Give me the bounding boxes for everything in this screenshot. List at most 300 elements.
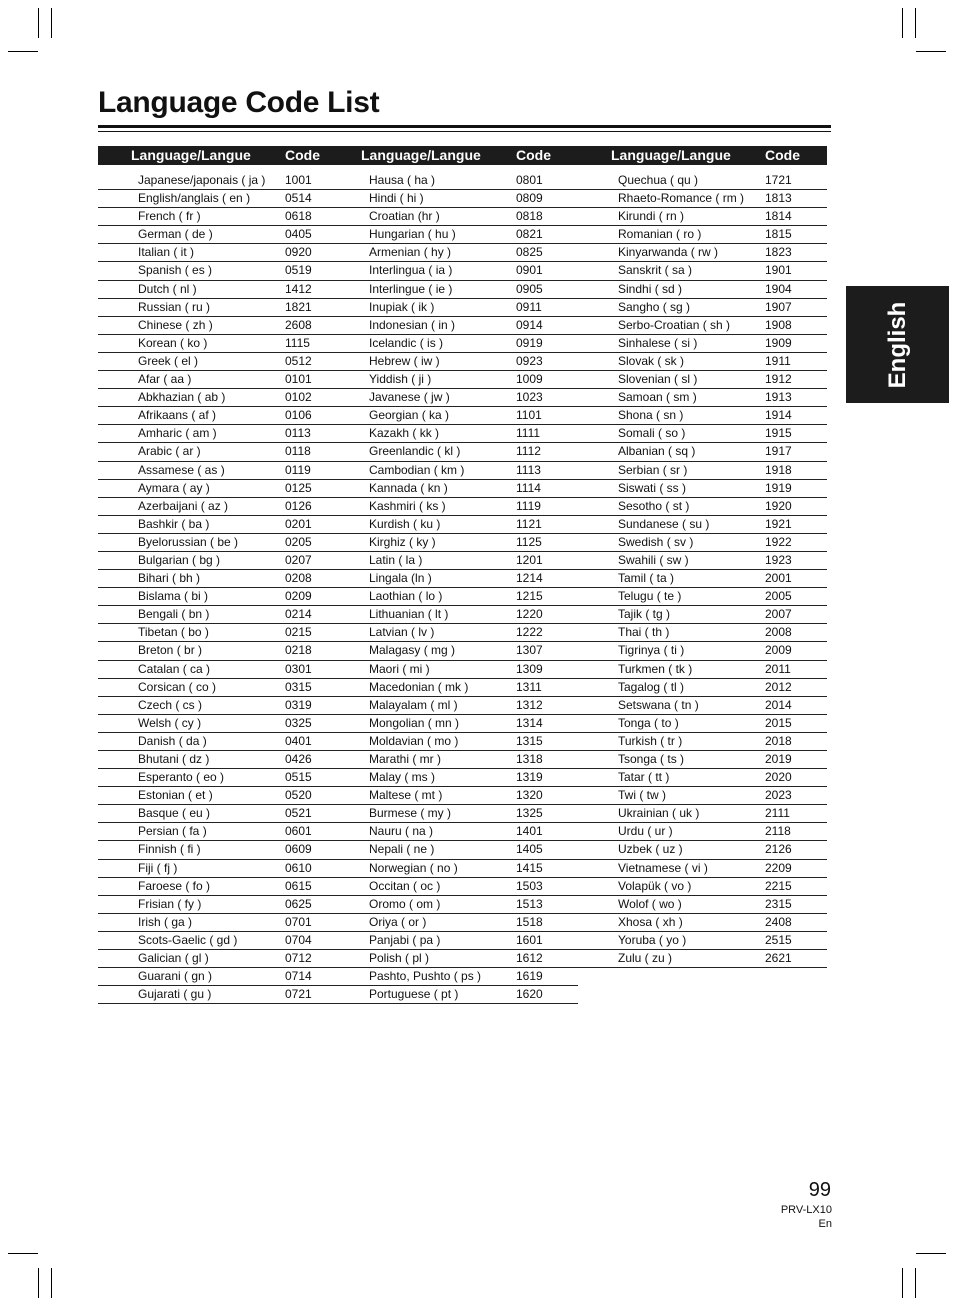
table-row bbox=[328, 353, 578, 371]
language-name: Nepali ( ne ) bbox=[369, 842, 435, 857]
table-row bbox=[578, 516, 827, 534]
language-code-value: 2126 bbox=[765, 842, 792, 857]
language-name: Indonesian ( in ) bbox=[369, 317, 456, 332]
table-row bbox=[328, 841, 578, 859]
language-code-value: 1314 bbox=[516, 715, 543, 730]
language-name: Cambodian ( km ) bbox=[369, 462, 465, 477]
language-code-value: 0821 bbox=[516, 227, 543, 242]
table-row bbox=[328, 299, 578, 317]
language-name: Kirghiz ( ky ) bbox=[369, 534, 436, 549]
language-name: Uzbek ( uz ) bbox=[618, 842, 683, 857]
table-row bbox=[98, 751, 328, 769]
table-row bbox=[98, 299, 328, 317]
language-code-value: 0301 bbox=[285, 661, 312, 676]
language-code-value: 1023 bbox=[516, 390, 543, 405]
table-row bbox=[578, 317, 827, 335]
crop-mark bbox=[916, 51, 946, 52]
language-name: Afar ( aa ) bbox=[138, 372, 192, 387]
table-row bbox=[98, 317, 328, 335]
language-name: Corsican ( co ) bbox=[138, 679, 217, 694]
language-code-value: 1325 bbox=[516, 806, 543, 821]
table-row bbox=[578, 226, 827, 244]
language-name: Twi ( tw ) bbox=[618, 788, 666, 803]
language-code-value: 1412 bbox=[285, 281, 312, 296]
language-code-value: 0914 bbox=[516, 317, 543, 332]
language-code-value: 0201 bbox=[285, 516, 312, 531]
language-name: Turkish ( tr ) bbox=[618, 733, 683, 748]
language-code-value: 2005 bbox=[765, 589, 792, 604]
language-name: Ukrainian ( uk ) bbox=[618, 806, 700, 821]
language-code-value: 0113 bbox=[285, 426, 311, 441]
table-row bbox=[328, 462, 578, 480]
language-code-value: 1922 bbox=[765, 534, 792, 549]
table-row bbox=[328, 787, 578, 805]
crop-mark bbox=[38, 8, 39, 38]
language-name: Welsh ( cy ) bbox=[138, 715, 202, 730]
language-name: Vietnamese ( vi ) bbox=[618, 860, 708, 875]
table-row bbox=[328, 896, 578, 914]
language-name: Bulgarian ( bg ) bbox=[138, 552, 221, 567]
table-row bbox=[98, 190, 328, 208]
language-name: Galician ( gl ) bbox=[138, 951, 209, 966]
table-row bbox=[328, 281, 578, 299]
language-name: Sesotho ( st ) bbox=[618, 498, 690, 513]
model-name: PRV-LX10 bbox=[780, 1204, 832, 1216]
language-code: En bbox=[818, 1218, 832, 1230]
table-row bbox=[98, 498, 328, 516]
language-name: Portuguese ( pt ) bbox=[369, 987, 459, 1002]
table-row bbox=[328, 407, 578, 425]
table-row bbox=[98, 769, 328, 787]
header-code-3: Code bbox=[765, 147, 800, 163]
table-row bbox=[98, 679, 328, 697]
language-code-value: 1220 bbox=[516, 607, 543, 622]
language-code-value: 0520 bbox=[285, 788, 312, 803]
language-name: Persian ( fa ) bbox=[138, 824, 207, 839]
language-code-value: 1114 bbox=[516, 480, 541, 495]
language-code-value: 0319 bbox=[285, 697, 312, 712]
language-name: Swahili ( sw ) bbox=[618, 552, 689, 567]
model-info bbox=[781, 1203, 832, 1231]
language-name: Yoruba ( yo ) bbox=[618, 932, 687, 947]
table-row bbox=[98, 281, 328, 299]
language-code-value: 0426 bbox=[285, 752, 312, 766]
language-code-value: 1405 bbox=[516, 842, 543, 857]
table-row bbox=[98, 588, 328, 606]
language-name: Catalan ( ca ) bbox=[138, 661, 211, 676]
language-code-value: 1222 bbox=[516, 625, 543, 640]
language-code-value: 0519 bbox=[285, 263, 312, 278]
side-tab-label: English bbox=[883, 301, 911, 388]
page-number: 99 bbox=[808, 1179, 831, 1201]
table-row bbox=[98, 932, 328, 950]
table-row bbox=[578, 642, 827, 660]
table-row bbox=[578, 679, 827, 697]
table-row bbox=[98, 425, 328, 443]
crop-mark bbox=[8, 1253, 38, 1254]
language-name: Turkmen ( tk ) bbox=[618, 661, 693, 676]
table-row bbox=[328, 480, 578, 498]
table-row bbox=[328, 606, 578, 624]
table-row bbox=[578, 751, 827, 769]
language-name: Albanian ( sq ) bbox=[618, 444, 696, 459]
language-name: Guarani ( gn ) bbox=[138, 969, 213, 984]
language-code-value: 0521 bbox=[285, 806, 312, 821]
language-name: Samoan ( sm ) bbox=[618, 390, 697, 405]
table-row bbox=[328, 425, 578, 443]
language-code-value: 0512 bbox=[285, 353, 312, 368]
table-row bbox=[578, 661, 827, 679]
language-name: Kinyarwanda ( rw ) bbox=[618, 245, 719, 260]
language-name: Norwegian ( no ) bbox=[369, 860, 458, 875]
language-code-value: 1125 bbox=[516, 534, 542, 549]
table-row bbox=[98, 823, 328, 841]
table-row bbox=[98, 262, 328, 280]
language-name: Tamil ( ta ) bbox=[618, 571, 675, 586]
table-row bbox=[578, 552, 827, 570]
table-row bbox=[98, 697, 328, 715]
crop-mark bbox=[8, 51, 38, 52]
crop-mark bbox=[915, 1268, 916, 1298]
table-row bbox=[328, 516, 578, 534]
language-name: Pashto, Pushto ( ps ) bbox=[369, 969, 482, 984]
language-code-value: 1907 bbox=[765, 299, 792, 314]
language-code-value: 0214 bbox=[285, 607, 312, 622]
table-row bbox=[578, 932, 827, 950]
language-name: Tibetan ( bo ) bbox=[138, 625, 209, 640]
language-name: Slovenian ( sl ) bbox=[618, 372, 698, 387]
table-row bbox=[578, 878, 827, 896]
table-row bbox=[98, 226, 328, 244]
table-row bbox=[328, 823, 578, 841]
language-name: Burmese ( my ) bbox=[369, 806, 452, 821]
language-name: Oromo ( om ) bbox=[369, 896, 441, 911]
language-code-value: 2209 bbox=[765, 860, 792, 875]
table-row bbox=[98, 534, 328, 552]
language-code-value: 1214 bbox=[516, 571, 543, 586]
language-code-value: 1912 bbox=[765, 372, 792, 387]
table-header bbox=[98, 146, 827, 165]
language-code-value: 2023 bbox=[765, 788, 792, 803]
language-name: Abkhazian ( ab ) bbox=[138, 390, 226, 405]
language-code-value: 0205 bbox=[285, 534, 312, 549]
table-row bbox=[98, 244, 328, 262]
language-code-value: 1821 bbox=[285, 299, 312, 314]
language-name: Panjabi ( pa ) bbox=[369, 932, 441, 947]
language-code-value: 2019 bbox=[765, 752, 792, 766]
language-code-value: 1918 bbox=[765, 462, 792, 477]
language-name: Kazakh ( kk ) bbox=[369, 426, 440, 441]
language-code-value: 2018 bbox=[765, 733, 792, 748]
table-row bbox=[98, 606, 328, 624]
language-code-value: 0119 bbox=[285, 462, 311, 477]
language-name: Occitan ( oc ) bbox=[369, 878, 441, 893]
table-row bbox=[578, 190, 827, 208]
header-language-3: Language/Langue bbox=[611, 147, 731, 163]
language-name: Latvian ( lv ) bbox=[369, 625, 435, 640]
language-name: German ( de ) bbox=[138, 227, 213, 242]
language-code-value: 2608 bbox=[285, 317, 312, 332]
language-code-value: 1901 bbox=[765, 263, 792, 278]
table-row bbox=[578, 860, 827, 878]
language-side-tab bbox=[846, 286, 949, 403]
language-code-value: 0601 bbox=[285, 824, 312, 839]
language-code-value: 0920 bbox=[285, 245, 312, 260]
language-code-value: 1320 bbox=[516, 788, 543, 803]
language-code-value: 2020 bbox=[765, 770, 792, 785]
crop-mark bbox=[915, 8, 916, 38]
language-code-value: 2001 bbox=[765, 571, 792, 586]
language-name: Finnish ( fi ) bbox=[138, 842, 201, 857]
language-name: Oriya ( or ) bbox=[369, 914, 427, 929]
table-row bbox=[328, 624, 578, 642]
table-row bbox=[98, 986, 328, 1004]
table-row bbox=[328, 317, 578, 335]
language-name: Afrikaans ( af ) bbox=[138, 408, 217, 423]
language-code-value: 1201 bbox=[516, 552, 543, 567]
table-row bbox=[98, 733, 328, 751]
language-code-value: 1815 bbox=[765, 227, 792, 242]
language-code-value: 0106 bbox=[285, 408, 312, 423]
language-code-value: 1415 bbox=[516, 860, 543, 875]
table-row bbox=[98, 407, 328, 425]
language-code-value: 0911 bbox=[516, 299, 542, 314]
language-name: Bengali ( bn ) bbox=[138, 607, 210, 622]
language-code-value: 2515 bbox=[765, 932, 792, 947]
language-name: Korean ( ko ) bbox=[138, 335, 208, 350]
language-name: French ( fr ) bbox=[138, 209, 201, 224]
language-code-value: 0208 bbox=[285, 571, 312, 586]
table-row bbox=[578, 715, 827, 733]
table-row bbox=[98, 335, 328, 353]
language-code-value: 1904 bbox=[765, 281, 792, 296]
table-row bbox=[578, 588, 827, 606]
language-code-value: 0801 bbox=[516, 173, 543, 187]
language-name: Tajik ( tg ) bbox=[618, 607, 671, 622]
language-name: Setswana ( tn ) bbox=[618, 697, 699, 712]
table-row bbox=[578, 606, 827, 624]
language-name: Romanian ( ro ) bbox=[618, 227, 702, 242]
language-name: Sindhi ( sd ) bbox=[618, 281, 683, 296]
table-row bbox=[98, 208, 328, 226]
table-row bbox=[98, 389, 328, 407]
language-code-value: 0923 bbox=[516, 353, 543, 368]
language-name: Bhutani ( dz ) bbox=[138, 752, 210, 766]
language-name: Japanese/japonais ( ja ) bbox=[138, 173, 266, 187]
table-row bbox=[98, 516, 328, 534]
language-code-value: 1101 bbox=[516, 408, 542, 423]
table-row bbox=[98, 443, 328, 461]
table-row bbox=[578, 353, 827, 371]
language-column-2 bbox=[328, 172, 578, 1004]
language-code-value: 0701 bbox=[285, 914, 312, 929]
table-row bbox=[328, 986, 578, 1004]
language-name: Bihari ( bh ) bbox=[138, 571, 201, 586]
table-row bbox=[98, 172, 328, 190]
table-row bbox=[578, 697, 827, 715]
table-row bbox=[328, 588, 578, 606]
language-name: Laothian ( lo ) bbox=[369, 589, 443, 604]
language-name: Sinhalese ( si ) bbox=[618, 335, 698, 350]
table-row bbox=[578, 733, 827, 751]
language-name: Somali ( so ) bbox=[618, 426, 686, 441]
table-row bbox=[98, 787, 328, 805]
language-name: Marathi ( mr ) bbox=[369, 752, 441, 766]
table-row bbox=[98, 896, 328, 914]
language-code-value: 0126 bbox=[285, 498, 312, 513]
language-code-value: 1009 bbox=[516, 372, 543, 387]
language-name: Moldavian ( mo ) bbox=[369, 733, 459, 748]
language-name: Chinese ( zh ) bbox=[138, 317, 213, 332]
language-name: Malay ( ms ) bbox=[369, 770, 435, 785]
language-name: Tatar ( tt ) bbox=[618, 770, 670, 785]
language-code-value: 1112 bbox=[516, 444, 541, 459]
table-row bbox=[328, 950, 578, 968]
header-code-2: Code bbox=[516, 147, 551, 163]
language-column-1 bbox=[98, 172, 328, 1004]
table-row bbox=[578, 787, 827, 805]
language-code-value: 1518 bbox=[516, 914, 543, 929]
table-row bbox=[98, 968, 328, 986]
language-name: Urdu ( ur ) bbox=[618, 824, 673, 839]
language-name: Tagalog ( tl ) bbox=[618, 679, 685, 694]
table-row bbox=[578, 281, 827, 299]
table-row bbox=[98, 661, 328, 679]
language-name: Russian ( ru ) bbox=[138, 299, 211, 314]
table-row bbox=[328, 733, 578, 751]
language-name: Czech ( cs ) bbox=[138, 697, 203, 712]
language-code-value: 0514 bbox=[285, 191, 312, 206]
language-name: Xhosa ( xh ) bbox=[618, 914, 683, 929]
language-name: Byelorussian ( be ) bbox=[138, 534, 239, 549]
language-code-value: 1915 bbox=[765, 426, 792, 441]
language-code-value: 1215 bbox=[516, 589, 543, 604]
table-row bbox=[578, 335, 827, 353]
header-language-1: Language/Langue bbox=[131, 147, 251, 163]
language-name: Polish ( pl ) bbox=[369, 951, 430, 966]
language-name: Tonga ( to ) bbox=[618, 715, 679, 730]
language-code-value: 1914 bbox=[765, 408, 792, 423]
language-code-value: 1917 bbox=[765, 444, 792, 459]
language-name: Sanskrit ( sa ) bbox=[618, 263, 693, 278]
language-name: Croatian (hr ) bbox=[369, 209, 440, 224]
language-code-value: 1920 bbox=[765, 498, 792, 513]
table-row bbox=[328, 679, 578, 697]
language-code-value: 2621 bbox=[765, 951, 792, 966]
table-row bbox=[98, 570, 328, 588]
language-code-value: 0610 bbox=[285, 860, 312, 875]
language-code-value: 1721 bbox=[765, 173, 792, 187]
crop-mark bbox=[38, 1268, 39, 1298]
table-row bbox=[578, 914, 827, 932]
language-name: Maltese ( mt ) bbox=[369, 788, 443, 803]
language-code-value: 1612 bbox=[516, 951, 543, 966]
table-row bbox=[328, 262, 578, 280]
language-code-value: 1513 bbox=[516, 896, 543, 911]
language-name: Scots-Gaelic ( gd ) bbox=[138, 932, 238, 947]
crop-mark bbox=[51, 1268, 52, 1298]
table-row bbox=[328, 172, 578, 190]
language-code-value: 1319 bbox=[516, 770, 543, 785]
language-code-value: 1913 bbox=[765, 390, 792, 405]
table-row bbox=[98, 552, 328, 570]
language-name: Greek ( el ) bbox=[138, 353, 199, 368]
language-code-value: 1503 bbox=[516, 878, 543, 893]
table-row bbox=[328, 570, 578, 588]
table-row bbox=[328, 860, 578, 878]
language-code-value: 0315 bbox=[285, 679, 312, 694]
table-row bbox=[328, 208, 578, 226]
table-row bbox=[328, 552, 578, 570]
language-name: Tsonga ( ts ) bbox=[618, 752, 685, 766]
table-row bbox=[98, 950, 328, 968]
language-code-value: 0919 bbox=[516, 335, 543, 350]
language-code-value: 1401 bbox=[516, 824, 543, 839]
table-row bbox=[578, 805, 827, 823]
language-name: Assamese ( as ) bbox=[138, 462, 225, 477]
language-code-value: 0618 bbox=[285, 209, 312, 224]
language-name: Shona ( sn ) bbox=[618, 408, 684, 423]
table-row bbox=[328, 498, 578, 516]
table-row bbox=[98, 841, 328, 859]
table-row bbox=[578, 425, 827, 443]
language-code-value: 0818 bbox=[516, 209, 543, 224]
language-code-value: 0704 bbox=[285, 932, 312, 947]
language-name: Tigrinya ( ti ) bbox=[618, 643, 685, 658]
table-row bbox=[578, 389, 827, 407]
language-name: Serbian ( sr ) bbox=[618, 462, 688, 477]
language-name: Armenian ( hy ) bbox=[369, 245, 452, 260]
language-name: Kannada ( kn ) bbox=[369, 480, 448, 495]
language-name: Amharic ( am ) bbox=[138, 426, 217, 441]
language-code-value: 2014 bbox=[765, 697, 792, 712]
table-row bbox=[328, 805, 578, 823]
table-row bbox=[98, 860, 328, 878]
table-row bbox=[328, 371, 578, 389]
table-row bbox=[578, 480, 827, 498]
language-name: Hungarian ( hu ) bbox=[369, 227, 456, 242]
language-name: Rhaeto-Romance ( rm ) bbox=[618, 191, 745, 206]
language-name: Zulu ( zu ) bbox=[618, 951, 673, 966]
language-code-value: 0609 bbox=[285, 842, 312, 857]
table-row bbox=[98, 353, 328, 371]
language-code-value: 0325 bbox=[285, 715, 312, 730]
language-name: Slovak ( sk ) bbox=[618, 353, 685, 368]
language-code-value: 0207 bbox=[285, 552, 312, 567]
crop-mark bbox=[51, 8, 52, 38]
language-name: Lingala (ln ) bbox=[369, 571, 432, 586]
language-code-value: 0825 bbox=[516, 245, 543, 260]
language-code-value: 0401 bbox=[285, 733, 312, 748]
language-code-value: 2215 bbox=[765, 878, 792, 893]
crop-mark bbox=[916, 1253, 946, 1254]
language-code-value: 2009 bbox=[765, 643, 792, 658]
table-row bbox=[328, 751, 578, 769]
language-code-value: 2118 bbox=[765, 824, 791, 839]
language-code-value: 1601 bbox=[516, 932, 543, 947]
table-row bbox=[328, 968, 578, 986]
table-row bbox=[578, 896, 827, 914]
language-name: Arabic ( ar ) bbox=[138, 444, 201, 459]
language-code-value: 0721 bbox=[285, 987, 312, 1002]
language-code-value: 2015 bbox=[765, 715, 792, 730]
table-row bbox=[578, 244, 827, 262]
table-row bbox=[328, 914, 578, 932]
table-row bbox=[578, 462, 827, 480]
language-name: Yiddish ( ji ) bbox=[369, 372, 432, 387]
language-name: Kashmiri ( ks ) bbox=[369, 498, 446, 513]
language-code-value: 1309 bbox=[516, 661, 543, 676]
